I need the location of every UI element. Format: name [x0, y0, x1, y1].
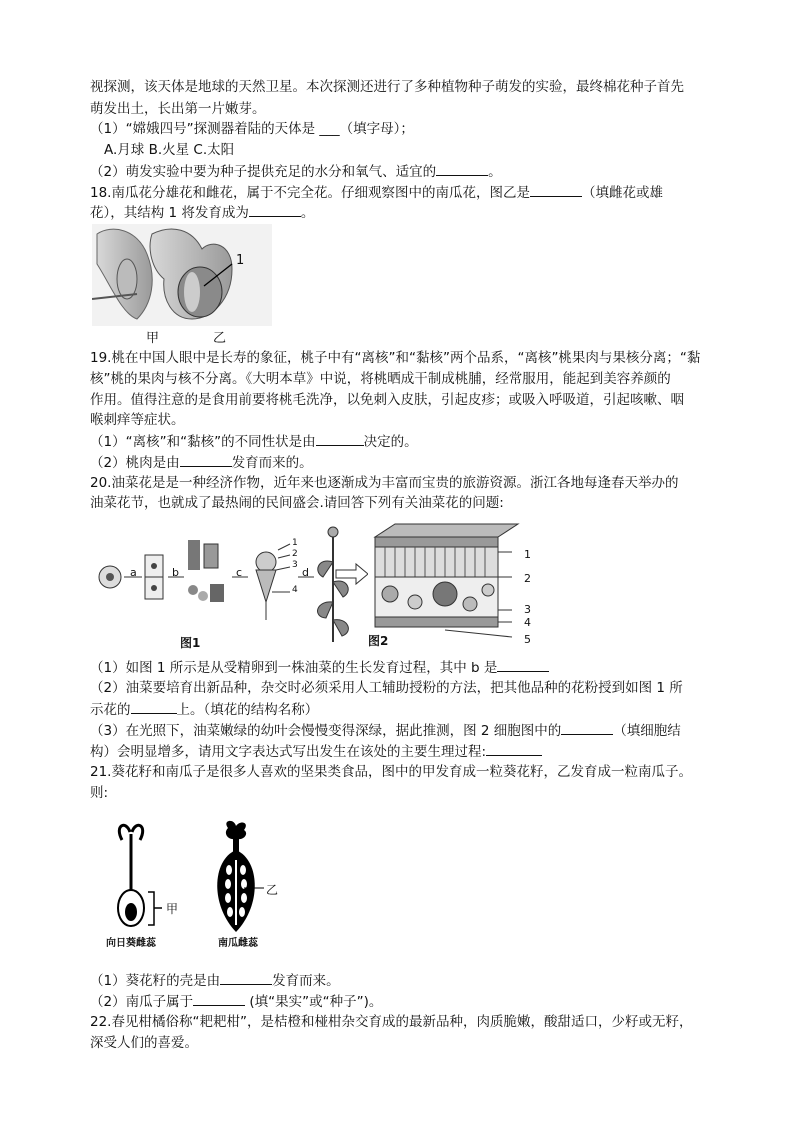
- p18-stem-text2: （填雌花或雄: [581, 185, 663, 201]
- ovule: [239, 907, 245, 917]
- label-jia: 甲: [146, 331, 160, 346]
- p19-line1: 19.桃在中国人眼中是长寿的象征，桃子中有“离核”和“黏核”两个品系，“离核”桃果肉与果核分离；“黏: [90, 350, 701, 366]
- flower-num-3: 3: [292, 560, 298, 570]
- pumpkin-flower-figure: [92, 224, 272, 344]
- lower-epidermis: [375, 617, 498, 627]
- male-flower-stamen: [117, 259, 137, 299]
- leaf-num-2: 2: [524, 572, 531, 585]
- label-yi: 乙: [213, 331, 227, 346]
- p21-line1: 21.葵花籽和南瓜子是很多人喜欢的坚果类食品，图中的甲发育成一粒葵花籽，乙发育成一粒南瓜子。: [90, 764, 692, 780]
- cell-nucleus-1: [151, 563, 157, 569]
- p19-q1-text: （1）“离核”和“黏核”的不同性状是由: [90, 434, 316, 450]
- plant-flowers: [328, 527, 338, 537]
- tissue-4: [198, 591, 208, 601]
- p18-stem-end: 。: [300, 205, 315, 221]
- answer-blank[interactable]: [530, 183, 582, 197]
- caption-sunflower-pistil: 向日葵雌蕊: [106, 938, 156, 949]
- p20-question2-line1: （2）油菜要培育出新品种，杂交时必须采用人工辅助授粉的方法，把其他品种的花粉授到如图 1 所: [90, 680, 683, 696]
- p17-intro-line1: 视探测，该天体是地球的天然卫星。本次探测还进行了多种植物种子萌发的实验，最终棉花种子首先: [90, 79, 684, 95]
- pistil-label-yi: 乙: [266, 883, 279, 897]
- leaf-num-4: 4: [524, 616, 531, 629]
- tissue-2: [204, 544, 218, 568]
- pistil-label-jia: 甲: [166, 902, 179, 916]
- sunflower-stigma-left: [119, 825, 130, 840]
- label-1: 1: [236, 253, 245, 268]
- p17-question2: [90, 162, 502, 182]
- answer-blank[interactable]: [316, 432, 364, 446]
- leaf-num-1: 1: [524, 548, 531, 561]
- answer-blank[interactable]: [249, 203, 301, 217]
- pumpkin-stigma: [226, 821, 246, 839]
- p20-question1: [90, 658, 549, 678]
- arrow-label-b: b: [172, 566, 179, 579]
- p20-question3-line2: [90, 742, 542, 762]
- flower-label-line1: [278, 544, 290, 550]
- p19-q1-end: 决定的。: [363, 434, 418, 450]
- p17-q2-text: （2）萌发实验中要为种子提供充足的水分和氧气、适宜的: [90, 164, 437, 180]
- p17-intro-line2: 萌发出土，长出第一片嫩芽。: [90, 101, 266, 117]
- p17-q2-end: 。: [488, 164, 502, 180]
- leaf-num-5: 5: [524, 633, 531, 646]
- answer-blank[interactable]: [220, 971, 272, 985]
- p21-question1: [90, 971, 340, 991]
- answer-blank[interactable]: [561, 721, 613, 735]
- ovule: [225, 879, 231, 889]
- sunflower-stigma-right: [132, 825, 143, 840]
- p20-question3-line1: [90, 721, 681, 741]
- pumpkin-style: [233, 838, 239, 852]
- p21-question2: [90, 992, 382, 1012]
- p20-q3-text3: 构）会明显增多，请用文字表达式写出发生在该处的主要生理过程:: [90, 744, 487, 760]
- p20-line1: 20.油菜花是是一种经济作物，近年来也逐渐成为丰富而宝贵的旅游资源。浙江各地每逢春天举办的: [90, 475, 679, 491]
- cell-nucleus-2: [151, 585, 157, 591]
- zygote-nucleus: [106, 573, 114, 581]
- flower-num-2: 2: [292, 549, 298, 559]
- p20-q3-text: （3）在光照下，油菜嫩绿的幼叶会慢慢变得深绿，据此推测，图 2 细胞图中的: [90, 723, 562, 739]
- spongy-layer: [375, 577, 498, 617]
- answer-blank[interactable]: [180, 453, 232, 467]
- flower-num-1: 1: [292, 538, 298, 548]
- p19-question1: [90, 432, 418, 452]
- p17-question1: （1）“嫦娥四号”探测器着陆的天体是 ___（填字母）；: [90, 121, 414, 137]
- sunflower-ovule: [125, 903, 137, 921]
- p19-q2-end: 发育而来的。: [231, 455, 313, 471]
- p20-line2: 油菜花节，也就成了最热闹的民间盛会.请回答下列有关油菜花的问题:: [90, 495, 504, 511]
- arrow-label-a: a: [130, 566, 137, 579]
- p18-stem-line1: [90, 183, 663, 203]
- p19-question2: [90, 453, 313, 473]
- p21-q2-text: （2）南瓜子属于: [90, 994, 194, 1010]
- p22-line1: 22.春见柑橘俗称“耙耙柑”，是桔橙和椪柑杂交育成的最新品种，肉质脆嫩，酸甜适口，少籽或无籽，: [90, 1014, 693, 1030]
- answer-blank[interactable]: [497, 658, 549, 672]
- leaf-top-surface: [375, 524, 518, 537]
- figure1-development: [98, 522, 368, 652]
- p18-stem-text3: 花），其结构 1 将发育成为: [90, 205, 249, 221]
- ovule: [226, 865, 232, 875]
- tissue-3: [188, 585, 198, 595]
- bracket-jia: [148, 892, 162, 925]
- figure2-leaf-section: [370, 522, 520, 644]
- p19-line3: 作用。值得注意的是食用前要将桃毛洗净，以免刺入皮肤，引起皮疹；或吸入呼吸道，引起咳嗽、咽: [90, 392, 684, 408]
- answer-blank[interactable]: [131, 700, 177, 714]
- p21-q2-end: (填“果实”或“种子”)。: [245, 994, 383, 1010]
- flower-label-line2: [278, 555, 290, 558]
- tissue-5: [210, 584, 224, 602]
- upper-epidermis: [375, 537, 498, 547]
- pistil-figure: [100, 820, 300, 940]
- figure2-caption: 图2: [368, 634, 389, 648]
- flower-receptacle: [256, 570, 276, 602]
- p20-q3-text2: （填细胞结: [613, 723, 681, 739]
- p21-q1-text: （1）葵花籽的壳是由: [90, 973, 221, 989]
- p20-q2-end: 上。（填花的结构名称）: [176, 702, 319, 718]
- tissue-1: [188, 540, 200, 570]
- p19-q2-text: （2）桃肉是由: [90, 455, 180, 471]
- p19-line4: 喉刺痒等症状。: [90, 412, 185, 428]
- figure1-caption: 图1: [180, 636, 201, 650]
- p21-q1-end: 发育而来。: [272, 973, 340, 989]
- answer-blank[interactable]: [436, 162, 488, 176]
- p17-options: A.月球 B.火星 C.太阳: [104, 142, 235, 158]
- ovule: [240, 865, 246, 875]
- answer-blank[interactable]: [486, 742, 542, 756]
- ovule: [225, 893, 231, 903]
- ovule: [241, 893, 247, 903]
- leaf-num-3: 3: [524, 603, 531, 616]
- answer-blank[interactable]: [193, 992, 245, 1006]
- p18-stem-line2: [90, 203, 314, 223]
- flower-num-4: 4: [292, 585, 298, 595]
- p19-line2: 核”桃的果肉与核不分离。《大明本草》中说，将桃晒成干制成桃脯，经常服用，能起到美容养颜的: [90, 371, 671, 387]
- caption-pumpkin-pistil: 南瓜雌蕊: [218, 938, 258, 949]
- arrow-label-c: c: [236, 566, 243, 579]
- p21-line2: 则:: [90, 785, 109, 801]
- flower-label-line3: [276, 567, 290, 570]
- palisade-layer: [375, 547, 498, 577]
- p18-stem-text: 18.南瓜花分雄花和雌花，属于不完全花。仔细观察图中的南瓜花，图乙是: [90, 185, 530, 201]
- p20-question2-line2: [90, 700, 318, 720]
- ovary-highlight: [184, 272, 200, 312]
- p20-q1-text: （1）如图 1 所示是从受精卵到一株油菜的生长发育过程，其中 b 是: [90, 660, 498, 676]
- flower-top: [256, 552, 276, 572]
- arrow-label-d: d: [302, 566, 309, 579]
- p20-q2-text: 示花的: [90, 702, 131, 718]
- p22-line2: 深受人们的喜爱。: [90, 1035, 198, 1051]
- ovule: [227, 907, 233, 917]
